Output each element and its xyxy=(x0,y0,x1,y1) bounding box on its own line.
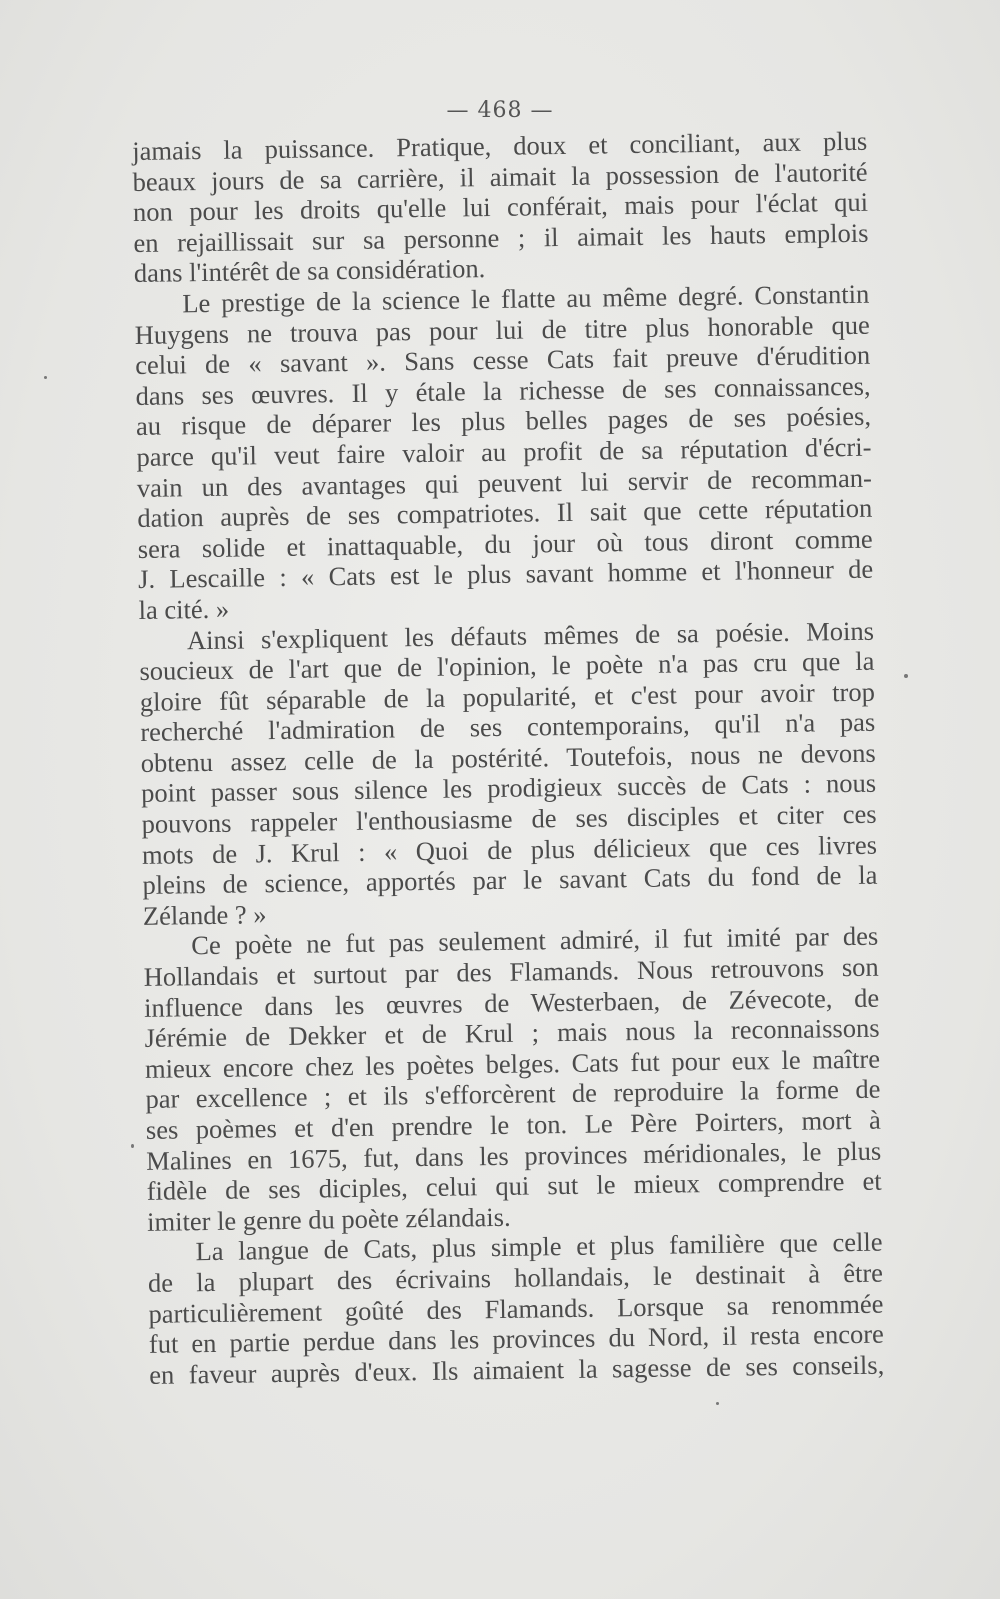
paper-speck xyxy=(131,1144,134,1148)
text-line: vain un des avantages qui peuvent lui servir de recomman- xyxy=(136,462,873,503)
text-line: ses poèmes et d'en prendre le ton. Le Père Poirters, mort à xyxy=(145,1104,882,1145)
text-line: dans l'intérêt de sa considération. xyxy=(133,253,486,289)
paragraph-start-line: Le prestige de la science le flatte au même degré. Constantin xyxy=(182,278,870,319)
text-line: dans ses œuvres. Il y étale la richesse de ses connaissances, xyxy=(135,370,871,411)
text-line: en faveur auprès d'eux. Ils aimaient la sagesse de ses conseils, xyxy=(149,1349,885,1390)
paragraph-start-line: La langue de Cats, plus simple et plus familière que celle xyxy=(195,1227,883,1267)
text-line: soucieux de l'art que de l'opinion, le poète n'a pas cru que la xyxy=(139,645,875,687)
text-line: Huygens ne trouva pas pour lui de titre plus honorable que xyxy=(134,309,870,350)
paper-speck xyxy=(44,376,47,379)
text-line: de la plupart des écrivains hollandais, le destinait à être xyxy=(147,1257,884,1298)
text-line: Zélande ? » xyxy=(142,899,267,931)
text-line: non pour les droits qu'elle lui conférait, mais pour l'éclat qui xyxy=(132,186,869,228)
text-line: influence dans les œuvres de Westerbaen, de Zévecote, de xyxy=(143,982,880,1023)
text-line: celui de « savant ». Sans cesse Cats fait preuve d'érudition xyxy=(134,339,871,381)
paper-speck xyxy=(716,1402,719,1405)
text-line: obtenu assez celle de la postérité. Toutefois, nous ne devons xyxy=(140,737,876,778)
paragraph-start-line: Ce poète ne fut pas seulement admiré, il fut imité par des xyxy=(191,921,879,961)
text-line: gloire fût séparable de la popularité, et c'est pour avoir trop xyxy=(139,676,876,717)
paper-speck xyxy=(904,674,908,678)
text-line: jamais la puissance. Pratique, doux et conciliant, aux plus xyxy=(132,125,868,166)
text-line: point passer sous silence les prodigieux succès de Cats : nous xyxy=(140,768,877,809)
text-line: en rejaillissait sur sa personne ; il aimait les hauts emplois xyxy=(133,217,869,258)
text-line: Hollandais et surtout par des Flamands. Nous retrouvons son xyxy=(143,951,879,992)
text-line: Jérémie de Dekker et de Krul ; mais nous la reconnaissons xyxy=(144,1012,880,1054)
text-line: par excellence ; et ils s'efforcèrent de reproduire la forme de xyxy=(145,1074,881,1115)
paragraph-start-line: Ainsi s'expliquent les défauts mêmes de sa poésie. Moins xyxy=(186,615,875,655)
body-text xyxy=(132,126,884,1390)
text-line: pleins de science, apportés par le savant Cats du fond de la xyxy=(142,859,878,901)
text-line: mieux encore chez les poètes belges. Cats fut pour eux le maître xyxy=(144,1043,881,1084)
text-line: au risque de déparer les plus belles pages de ses poésies, xyxy=(135,401,872,442)
text-line: J. Lescaille : « Cats est le plus savant homme et l'honneur de xyxy=(137,554,874,595)
text-line: la cité. » xyxy=(138,593,230,625)
text-line: fut en partie perdue dans les provinces du Nord, il resta encore xyxy=(148,1318,885,1360)
page-number: — 468 — xyxy=(446,98,554,123)
text-line: mots de J. Krul : « Quoi de plus délicieux que ces livres xyxy=(141,829,878,870)
text-line: parce qu'il veut faire valoir au profit de sa réputation d'écri- xyxy=(136,431,872,472)
text-line: Malines en 1675, fut, dans les provinces méridionales, le plus xyxy=(146,1135,882,1176)
text-line: fidèle de ses diciples, celui qui sut le mieux comprendre et xyxy=(146,1165,882,1207)
text-line: pouvons rappeler l'enthousiasme de ses disciples et citer ces xyxy=(141,798,877,839)
text-line: beaux jours de sa carrière, il aimait la possession de l'autorité xyxy=(132,156,868,197)
text-line: sera solide et inattaquable, du jour où tous diront comme xyxy=(137,523,873,564)
text-line: recherché l'admiration de ses contemporains, qu'il n'a pas xyxy=(140,706,876,748)
text-line: particulièrement goûté des Flamands. Lorsque sa renommée xyxy=(148,1288,884,1329)
text-line: imiter le genre du poète zélandais. xyxy=(146,1201,511,1237)
text-line: dation auprès de ses compatriotes. Il sait que cette réputation xyxy=(137,492,873,534)
